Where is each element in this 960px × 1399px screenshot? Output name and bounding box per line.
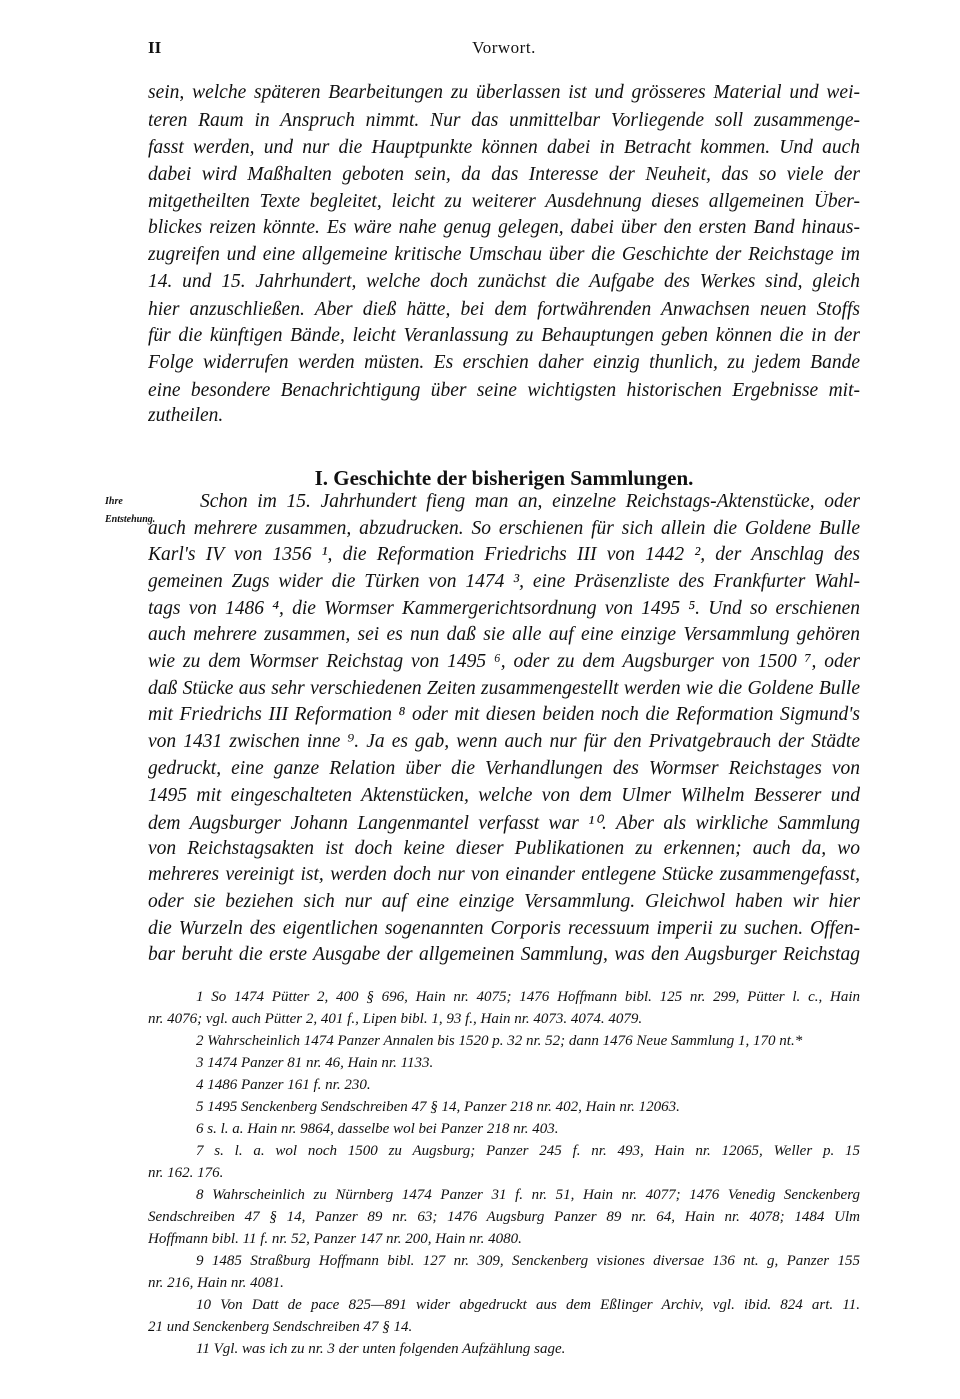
footnote-line: 7 s. l. a. wol noch 1500 zu Augsburg; Panzer 245 f. nr. 493, Hain nr. 12065, Weller p. 15: [196, 1143, 860, 1159]
footnote-line: 1 So 1474 Pütter 2, 400 § 696, Hain nr. 4075; 1476 Hoffmann bibl. 125 nr. 299, Pütter l. c., Hain: [196, 989, 860, 1005]
text-line: dem Augsburger Johann Langenmantel verfasst war ¹⁰. Aber als wirkliche Sammlung: [148, 813, 860, 834]
footnote-line: 6 s. l. a. Hain nr. 9864, dasselbe wol bei Panzer 218 nr. 403.: [196, 1121, 559, 1137]
footnote-line: Hoffmann bibl. 11 f. nr. 52, Panzer 147 nr. 200, Hain nr. 4080.: [148, 1231, 522, 1247]
footnote-line: 10 Von Datt de pace 825—891 wider abgedruckt aus dem Eßlinger Archiv, vgl. ibid. 824 art. 11.: [196, 1297, 860, 1313]
text-line: bar beruht die erste Ausgabe der allgemeinen Sammlung, was den Augsburger Reichstag: [148, 944, 860, 965]
footnote-line: nr. 4076; vgl. auch Pütter 2, 401 f., Lipen bibl. 1, 93 f., Hain nr. 4073. 4074. 4079.: [148, 1011, 643, 1027]
text-line: mit Friedrichs III Reformation ⁸ oder mit diesen beiden noch die Reformation Sigmund's: [148, 704, 860, 725]
text-line: wie zu dem Wormser Reichstag von 1495 ⁶, oder zu dem Augsburger von 1500 ⁷, oder: [148, 651, 860, 672]
section-heading: I. Geschichte der bisherigen Sammlungen.: [314, 466, 694, 491]
footnote-line: 5 1495 Senckenberg Sendschreiben 47 § 14, Panzer 218 nr. 402, Hain nr. 12063.: [196, 1099, 680, 1115]
text-line: zutheilen.: [148, 405, 224, 426]
footnote-line: 8 Wahrscheinlich zu Nürnberg 1474 Panzer 31 f. nr. 51, Hain nr. 4077; 1476 Venedig Senckenberg: [196, 1187, 860, 1203]
text-line: gemeinen Zugs wider die Türken von 1474 ³, eine Präsenzliste des Frankfurter Wahl-: [148, 571, 860, 592]
text-line: fasst werden, und nur die Hauptpunkte können dabei in Betracht kommen. Und auch: [148, 137, 860, 158]
text-line: sein, welche späteren Bearbeitungen zu überlassen ist und grösseres Material und wei-: [148, 82, 860, 103]
text-line: 1495 mit eingeschalteten Aktenstücken, welche von dem Ulmer Wilhelm Besserer und: [148, 785, 860, 806]
footnote-line: 3 1474 Panzer 81 nr. 46, Hain nr. 1133.: [196, 1055, 434, 1071]
text-line: oder sie beziehen sich nur auf eine einzige Versammlung. Gleichwol haben wir hier: [148, 891, 860, 912]
text-line: Karl's IV von 1356 ¹, die Reformation Friedrichs III von 1442 ², der Anschlag des: [148, 544, 860, 565]
text-line: von 1431 zwischen inne ⁹. Ja es gab, wenn auch nur für den Privatgebrauch der Städte: [148, 731, 860, 752]
text-line: Schon im 15. Jahrhundert fieng man an, einzelne Reichstags-Aktenstücke, oder: [200, 491, 860, 512]
footnote-line: nr. 162. 176.: [148, 1165, 224, 1181]
text-line: tags von 1486 ⁴, die Wormser Kammergerichtsordnung von 1495 ⁵. Und so erschienen: [148, 598, 860, 619]
footnote-line: 11 Vgl. was ich zu nr. 3 der unten folgenden Aufzählung sage.: [196, 1341, 566, 1357]
margin-note: Ihre Entstehung.: [105, 496, 156, 525]
text-line: mehreres vereinigt ist, werden doch nur von einander entlegene Stücke zusammengefasst,: [148, 864, 860, 885]
text-line: dabei wird Maßhalten geboten sein, da das Interesse der Neuheit, das so viele der: [148, 164, 860, 185]
page-header: [148, 38, 860, 62]
text-line: gedruckt, eine ganze Relation über die Verhandlungen des Wormser Reichstages von: [148, 758, 860, 779]
text-line: auch mehrere zusammen, sei es nun daß sie alle auf eine einzige Versammlung gehören: [148, 624, 860, 645]
text-line: von Reichstagsakten ist doch keine dieser Publikationen zu erkennen; auch da, wo: [148, 838, 860, 859]
footnote-line: 21 und Senckenberg Sendschreiben 47 § 14.: [148, 1319, 413, 1335]
footnote-line: 2 Wahrscheinlich 1474 Panzer Annalen bis 1520 p. 32 nr. 52; dann 1476 Neue Sammlung 1, 170 nt.*: [196, 1033, 803, 1049]
text-line: hier anzuschließen. Aber dieß hätte, bei dem fortwährenden Anwachsen neuen Stoffs: [148, 299, 860, 320]
text-line: teren Raum in Anspruch nimmt. Nur das unmittelbar Vorliegende soll zusammenge-: [148, 110, 860, 131]
text-line: für die künftigen Bände, leicht Veranlassung zu Behauptungen geben können die in der: [148, 325, 860, 346]
text-line: auch mehrere zusammen, abzudrucken. So erschienen für sich allein die Goldene Bulle: [148, 518, 860, 539]
text-line: zugreifen und eine allgemeine kritische Umschau über die Geschichte der Reichstage im: [148, 244, 860, 265]
footnote-line: 4 1486 Panzer 161 f. nr. 230.: [196, 1077, 371, 1093]
text-line: blickes reizen könnte. Es wäre nahe genug gelegen, dabei über den ersten Band hinaus-: [148, 217, 860, 238]
text-line: Folge widerrufen werden müsten. Es erschien daher einzig thunlich, zu jedem Bande: [148, 352, 860, 373]
text-line: 14. und 15. Jahrhundert, welche doch zunächst die Aufgabe des Werkes sind, gleich: [148, 271, 860, 292]
text-line: eine besondere Benachrichtigung über seine wichtigsten historischen Ergebnisse mit-: [148, 380, 860, 401]
footnote-line: nr. 216, Hain nr. 4081.: [148, 1275, 284, 1291]
footnote-line: Sendschreiben 47 § 14, Panzer 89 nr. 63; 1476 Augsburg Panzer 89 nr. 64, Hain nr. 4078; 1484 Ulm: [148, 1209, 860, 1225]
text-line: mitgetheilten Texte begleitet, leicht zu weiterer Ausdehnung dieses allgemeinen Über-: [148, 191, 860, 212]
footnote-line: 9 1485 Straßburg Hoffmann bibl. 127 nr. 309, Senckenberg visiones diversae 136 nt. g, Panzer 155: [196, 1253, 860, 1269]
text-line: die Wurzeln des eigentlichen sogenannten Corporis recessuum imperii zu suchen. Offen-: [148, 918, 860, 939]
running-title: Vorwort.: [472, 38, 536, 57]
text-line: daß Stücke aus sehr verschiedenen Zeiten zusammengestellt werden wie die Goldene Bulle: [148, 678, 860, 699]
page-number: II: [148, 38, 162, 57]
